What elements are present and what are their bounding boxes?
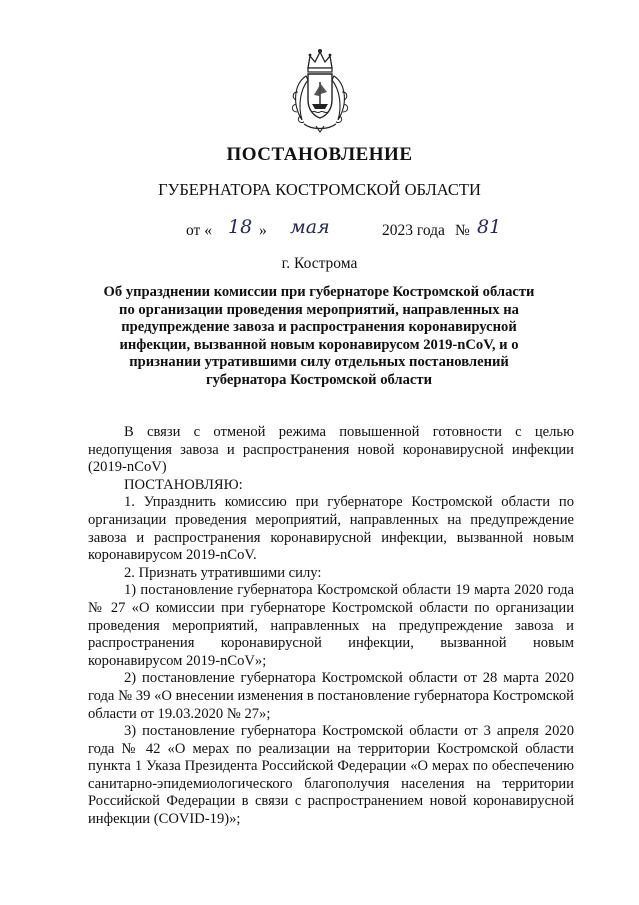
kostroma-coat-of-arms-icon — [288, 46, 352, 134]
document-body — [88, 424, 574, 829]
date-day-handwritten: 18 — [228, 216, 253, 238]
document-type-heading: ПОСТАНОВЛЕНИЕ — [226, 144, 413, 165]
date-month-handwritten: мая — [290, 216, 330, 238]
subitem-3: 3) постановление губернатора Костромской области от 3 апреля 2020 года № 42 «О мерах по реализации на территории Костромской области пункта 1 Указа Президента Российской Федерации «О мерах по обеспечению санитарно-эпидемиологического благополучия населения на территории Российской Федерации в связи с распространением новой коронавирусной инфекции (COVID-19)»; — [88, 723, 574, 828]
subitem-2: 2) постановление губернатора Костромской области от 28 марта 2020 года № 39 «О внесении изменения в постановление губернатора Костромской области от 19.03.2020 № 27»; — [88, 670, 574, 722]
date-line — [0, 216, 639, 246]
date-year: 2023 года — [382, 222, 445, 239]
decree-word: ПОСТАНОВЛЯЮ: — [124, 476, 243, 493]
subitem-1: 1) постановление губернатора Костромской области 19 марта 2020 года № 27 «О комиссии при губернаторе Костромской области по организации проведения мероприятий, направленных на предупреждение завоза и распространения коронавирусной инфекции, вызванной новым коронавирусом 2019-nCoV»; — [88, 582, 574, 669]
city-line: г. Кострома — [281, 255, 358, 272]
number-label: № — [455, 222, 470, 239]
intro-paragraph: В связи с отменой режима повышенной готовности с целью недопущения завоза и распространения новой коронавирусной инфекции (2019-nCoV) — [88, 424, 574, 476]
date-mid: » — [259, 222, 267, 239]
item-1: 1. Упразднить комиссию при губернаторе Костромской области по организации проведения мероприятий, направленных на предупреждение завоза и распространения коронавирусной инфекции, вызванной новым коронавирусом 2019-nCoV. — [88, 494, 574, 564]
date-prefix: от « — [186, 222, 212, 239]
document-title: Об упразднении комиссии при губернаторе Костромской области по организации проведения мероприятий, направленных на предупреждение завоза и распространения коронавирусной инфекции, вызванной новым коронавирусом 2019-nCoV, и о признании утратившими силу отдельных постановлений губернатора Костромской области — [103, 284, 535, 388]
document-number-handwritten: 81 — [477, 216, 502, 238]
item-2: 2. Признать утратившими силу: — [124, 564, 322, 581]
issuer-heading: ГУБЕРНАТОРА КОСТРОМСКОЙ ОБЛАСТИ — [158, 180, 481, 199]
